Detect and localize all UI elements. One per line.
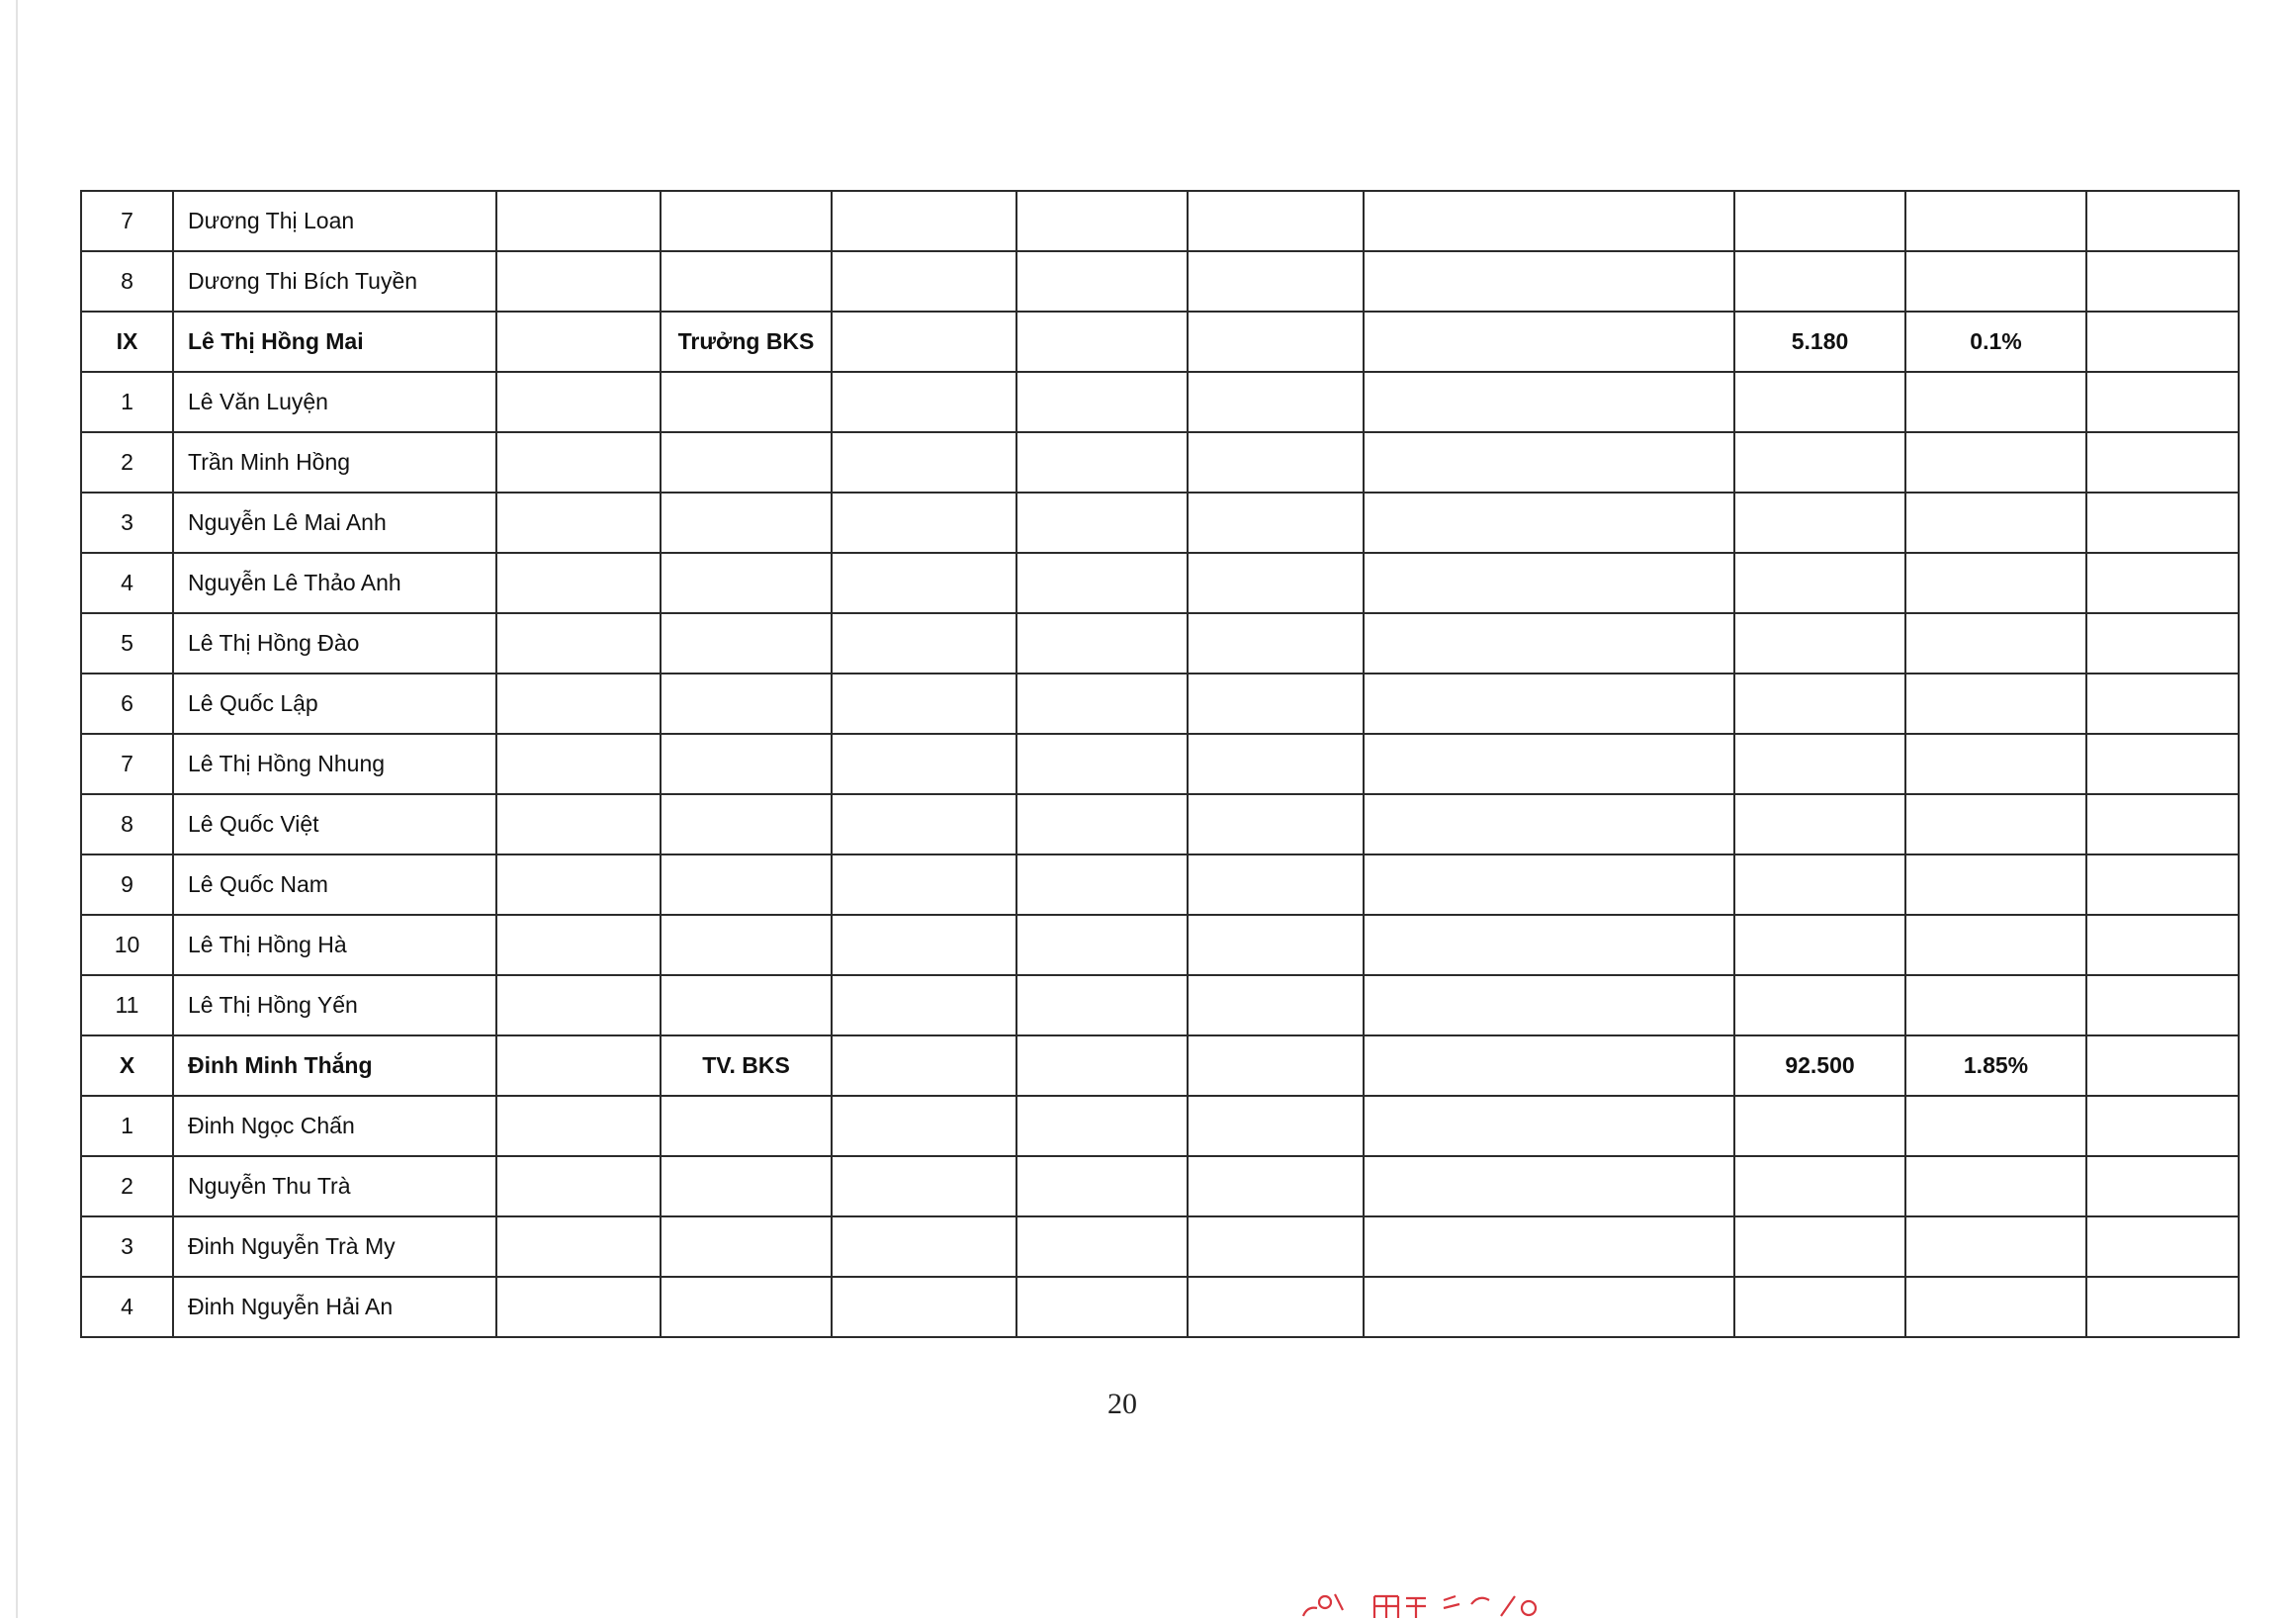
stamp-fragment xyxy=(1295,1586,1552,1618)
cell-position xyxy=(661,432,832,493)
cell-empty xyxy=(832,251,1016,312)
shareholder-table xyxy=(80,190,2240,1338)
cell-empty xyxy=(2086,191,2239,251)
cell-empty xyxy=(832,1035,1016,1096)
cell-name: Lê Thị Hồng Mai xyxy=(173,312,496,372)
cell-empty xyxy=(832,1216,1016,1277)
cell-position xyxy=(661,975,832,1035)
table-row xyxy=(81,553,2239,613)
cell-empty xyxy=(832,1156,1016,1216)
cell-empty xyxy=(1016,854,1188,915)
cell-empty xyxy=(1188,734,1364,794)
cell-empty xyxy=(1188,613,1364,674)
cell-position xyxy=(661,674,832,734)
cell-empty xyxy=(496,915,661,975)
cell-ratio xyxy=(1905,915,2086,975)
cell-empty xyxy=(832,312,1016,372)
cell-empty xyxy=(1016,1277,1188,1337)
cell-empty xyxy=(496,1216,661,1277)
cell-empty xyxy=(496,432,661,493)
cell-stt: 4 xyxy=(81,1277,173,1337)
cell-name: Lê Thị Hồng Yến xyxy=(173,975,496,1035)
cell-empty xyxy=(496,312,661,372)
cell-empty xyxy=(496,191,661,251)
cell-empty xyxy=(1364,251,1734,312)
cell-stt: 1 xyxy=(81,1096,173,1156)
cell-empty xyxy=(1016,1096,1188,1156)
cell-shares xyxy=(1734,975,1905,1035)
cell-stt: 5 xyxy=(81,613,173,674)
cell-empty xyxy=(1016,734,1188,794)
cell-empty xyxy=(1188,1096,1364,1156)
cell-position xyxy=(661,1216,832,1277)
cell-empty xyxy=(1188,794,1364,854)
cell-empty xyxy=(1016,493,1188,553)
cell-ratio xyxy=(1905,1096,2086,1156)
cell-empty xyxy=(1016,1156,1188,1216)
cell-empty xyxy=(1188,1035,1364,1096)
cell-empty xyxy=(1364,553,1734,613)
cell-shares xyxy=(1734,915,1905,975)
cell-empty xyxy=(1188,553,1364,613)
cell-shares: 92.500 xyxy=(1734,1035,1905,1096)
cell-empty xyxy=(1016,191,1188,251)
cell-name: Lê Thị Hồng Nhung xyxy=(173,734,496,794)
table-body xyxy=(81,191,2239,1337)
cell-shares xyxy=(1734,794,1905,854)
table-row xyxy=(81,1156,2239,1216)
cell-empty xyxy=(496,1096,661,1156)
cell-empty xyxy=(832,734,1016,794)
table-row xyxy=(81,493,2239,553)
cell-name: Lê Quốc Lập xyxy=(173,674,496,734)
cell-shares xyxy=(1734,1156,1905,1216)
table-group-row xyxy=(81,1035,2239,1096)
cell-empty xyxy=(832,432,1016,493)
cell-empty xyxy=(1364,975,1734,1035)
cell-empty xyxy=(832,1096,1016,1156)
cell-empty xyxy=(1016,613,1188,674)
table-row xyxy=(81,1277,2239,1337)
cell-ratio xyxy=(1905,372,2086,432)
cell-empty xyxy=(832,794,1016,854)
cell-position xyxy=(661,613,832,674)
cell-empty xyxy=(1016,312,1188,372)
cell-empty xyxy=(2086,312,2239,372)
cell-empty xyxy=(1364,734,1734,794)
cell-position: TV. BKS xyxy=(661,1035,832,1096)
cell-ratio xyxy=(1905,674,2086,734)
cell-empty xyxy=(2086,1156,2239,1216)
cell-stt: 3 xyxy=(81,1216,173,1277)
cell-name: Đinh Ngọc Chấn xyxy=(173,1096,496,1156)
cell-position xyxy=(661,191,832,251)
cell-position xyxy=(661,1277,832,1337)
cell-empty xyxy=(2086,553,2239,613)
cell-empty xyxy=(2086,372,2239,432)
cell-empty xyxy=(2086,674,2239,734)
cell-empty xyxy=(496,1277,661,1337)
cell-ratio xyxy=(1905,1216,2086,1277)
cell-empty xyxy=(1364,493,1734,553)
cell-name: Dương Thị Loan xyxy=(173,191,496,251)
cell-ratio xyxy=(1905,493,2086,553)
cell-position xyxy=(661,251,832,312)
cell-empty xyxy=(832,191,1016,251)
cell-shares xyxy=(1734,1277,1905,1337)
cell-stt: X xyxy=(81,1035,173,1096)
cell-shares xyxy=(1734,251,1905,312)
cell-position xyxy=(661,1096,832,1156)
cell-stt: 10 xyxy=(81,915,173,975)
cell-empty xyxy=(1364,674,1734,734)
cell-position xyxy=(661,553,832,613)
cell-empty xyxy=(2086,975,2239,1035)
cell-empty xyxy=(1364,1156,1734,1216)
cell-empty xyxy=(1188,312,1364,372)
cell-position xyxy=(661,915,832,975)
cell-ratio xyxy=(1905,854,2086,915)
cell-empty xyxy=(2086,1096,2239,1156)
cell-shares xyxy=(1734,553,1905,613)
cell-empty xyxy=(1188,854,1364,915)
cell-shares xyxy=(1734,674,1905,734)
table-row xyxy=(81,251,2239,312)
cell-empty xyxy=(832,975,1016,1035)
cell-empty xyxy=(1188,493,1364,553)
cell-empty xyxy=(832,1277,1016,1337)
cell-empty xyxy=(2086,915,2239,975)
cell-shares xyxy=(1734,432,1905,493)
cell-name: Lê Thị Hồng Hà xyxy=(173,915,496,975)
cell-empty xyxy=(1188,1216,1364,1277)
cell-name: Trần Minh Hồng xyxy=(173,432,496,493)
table-row xyxy=(81,794,2239,854)
cell-position xyxy=(661,794,832,854)
cell-empty xyxy=(496,1156,661,1216)
cell-stt: 6 xyxy=(81,674,173,734)
cell-empty xyxy=(1364,1216,1734,1277)
cell-stt: 2 xyxy=(81,1156,173,1216)
cell-empty xyxy=(832,915,1016,975)
cell-empty xyxy=(496,613,661,674)
cell-stt: 9 xyxy=(81,854,173,915)
cell-empty xyxy=(1016,553,1188,613)
cell-shares xyxy=(1734,734,1905,794)
cell-name: Lê Thị Hồng Đào xyxy=(173,613,496,674)
cell-ratio xyxy=(1905,251,2086,312)
cell-name: Nguyễn Thu Trà xyxy=(173,1156,496,1216)
cell-position xyxy=(661,1156,832,1216)
cell-empty xyxy=(496,975,661,1035)
cell-empty xyxy=(496,1035,661,1096)
cell-empty xyxy=(832,854,1016,915)
cell-empty xyxy=(496,493,661,553)
cell-empty xyxy=(1188,251,1364,312)
cell-empty xyxy=(1364,794,1734,854)
cell-shares xyxy=(1734,191,1905,251)
cell-stt: 7 xyxy=(81,734,173,794)
cell-ratio xyxy=(1905,553,2086,613)
table-row xyxy=(81,432,2239,493)
cell-empty xyxy=(496,734,661,794)
cell-position xyxy=(661,854,832,915)
cell-empty xyxy=(1016,1216,1188,1277)
cell-name: Nguyễn Lê Thảo Anh xyxy=(173,553,496,613)
cell-stt: 4 xyxy=(81,553,173,613)
cell-ratio xyxy=(1905,794,2086,854)
cell-empty xyxy=(1188,191,1364,251)
cell-empty xyxy=(1364,854,1734,915)
cell-ratio xyxy=(1905,1156,2086,1216)
cell-ratio xyxy=(1905,1277,2086,1337)
cell-shares xyxy=(1734,1216,1905,1277)
cell-stt: 7 xyxy=(81,191,173,251)
table-group-row xyxy=(81,312,2239,372)
cell-empty xyxy=(1364,312,1734,372)
cell-empty xyxy=(1364,372,1734,432)
cell-empty xyxy=(2086,613,2239,674)
cell-empty xyxy=(1188,1156,1364,1216)
cell-position xyxy=(661,734,832,794)
cell-name: Nguyễn Lê Mai Anh xyxy=(173,493,496,553)
cell-stt: 11 xyxy=(81,975,173,1035)
cell-empty xyxy=(1016,1035,1188,1096)
cell-empty xyxy=(496,553,661,613)
table-row xyxy=(81,1096,2239,1156)
table-row xyxy=(81,734,2239,794)
cell-empty xyxy=(1188,432,1364,493)
cell-ratio: 1.85% xyxy=(1905,1035,2086,1096)
cell-empty xyxy=(2086,493,2239,553)
cell-empty xyxy=(1016,794,1188,854)
cell-empty xyxy=(832,372,1016,432)
cell-empty xyxy=(496,674,661,734)
cell-ratio xyxy=(1905,734,2086,794)
cell-empty xyxy=(496,251,661,312)
cell-shares xyxy=(1734,493,1905,553)
cell-empty xyxy=(1016,915,1188,975)
cell-empty xyxy=(1188,1277,1364,1337)
cell-name: Lê Quốc Nam xyxy=(173,854,496,915)
cell-empty xyxy=(496,372,661,432)
cell-stt: 8 xyxy=(81,794,173,854)
cell-empty xyxy=(1016,674,1188,734)
cell-empty xyxy=(2086,251,2239,312)
cell-empty xyxy=(1188,674,1364,734)
cell-shares xyxy=(1734,1096,1905,1156)
cell-empty xyxy=(1016,432,1188,493)
table-row xyxy=(81,1216,2239,1277)
cell-position: Trưởng BKS xyxy=(661,312,832,372)
cell-ratio xyxy=(1905,191,2086,251)
cell-empty xyxy=(832,493,1016,553)
cell-empty xyxy=(2086,794,2239,854)
cell-empty xyxy=(2086,854,2239,915)
cell-empty xyxy=(832,553,1016,613)
cell-stt: 2 xyxy=(81,432,173,493)
cell-empty xyxy=(1016,372,1188,432)
cell-empty xyxy=(2086,734,2239,794)
cell-empty xyxy=(1016,251,1188,312)
cell-name: Lê Quốc Việt xyxy=(173,794,496,854)
cell-empty xyxy=(1188,915,1364,975)
cell-empty xyxy=(832,613,1016,674)
cell-shares xyxy=(1734,854,1905,915)
cell-empty xyxy=(1364,1096,1734,1156)
table-row xyxy=(81,915,2239,975)
cell-empty xyxy=(2086,1277,2239,1337)
cell-empty xyxy=(1364,1035,1734,1096)
page-edge xyxy=(16,0,18,1618)
cell-stt: 1 xyxy=(81,372,173,432)
table-row xyxy=(81,191,2239,251)
cell-ratio xyxy=(1905,613,2086,674)
cell-shares: 5.180 xyxy=(1734,312,1905,372)
table-row xyxy=(81,613,2239,674)
cell-name: Đinh Minh Thắng xyxy=(173,1035,496,1096)
cell-stt: 8 xyxy=(81,251,173,312)
cell-name: Đinh Nguyễn Hải An xyxy=(173,1277,496,1337)
cell-empty xyxy=(1364,613,1734,674)
cell-empty xyxy=(496,854,661,915)
cell-position xyxy=(661,493,832,553)
table-row xyxy=(81,674,2239,734)
cell-empty xyxy=(2086,432,2239,493)
cell-empty xyxy=(1364,915,1734,975)
cell-name: Lê Văn Luyện xyxy=(173,372,496,432)
cell-shares xyxy=(1734,613,1905,674)
cell-shares xyxy=(1734,372,1905,432)
cell-empty xyxy=(1188,975,1364,1035)
cell-empty xyxy=(1364,432,1734,493)
cell-ratio: 0.1% xyxy=(1905,312,2086,372)
cell-empty xyxy=(1364,1277,1734,1337)
table-row xyxy=(81,372,2239,432)
page-number: 20 xyxy=(1107,1388,1137,1420)
cell-empty xyxy=(1364,191,1734,251)
cell-position xyxy=(661,372,832,432)
cell-stt: 3 xyxy=(81,493,173,553)
cell-empty xyxy=(2086,1035,2239,1096)
cell-empty xyxy=(832,674,1016,734)
cell-empty xyxy=(2086,1216,2239,1277)
table-row xyxy=(81,975,2239,1035)
cell-ratio xyxy=(1905,432,2086,493)
cell-empty xyxy=(1188,372,1364,432)
cell-empty xyxy=(496,794,661,854)
cell-name: Dương Thi Bích Tuyền xyxy=(173,251,496,312)
cell-name: Đinh Nguyễn Trà My xyxy=(173,1216,496,1277)
cell-ratio xyxy=(1905,975,2086,1035)
cell-stt: IX xyxy=(81,312,173,372)
table-row xyxy=(81,854,2239,915)
cell-empty xyxy=(1016,975,1188,1035)
